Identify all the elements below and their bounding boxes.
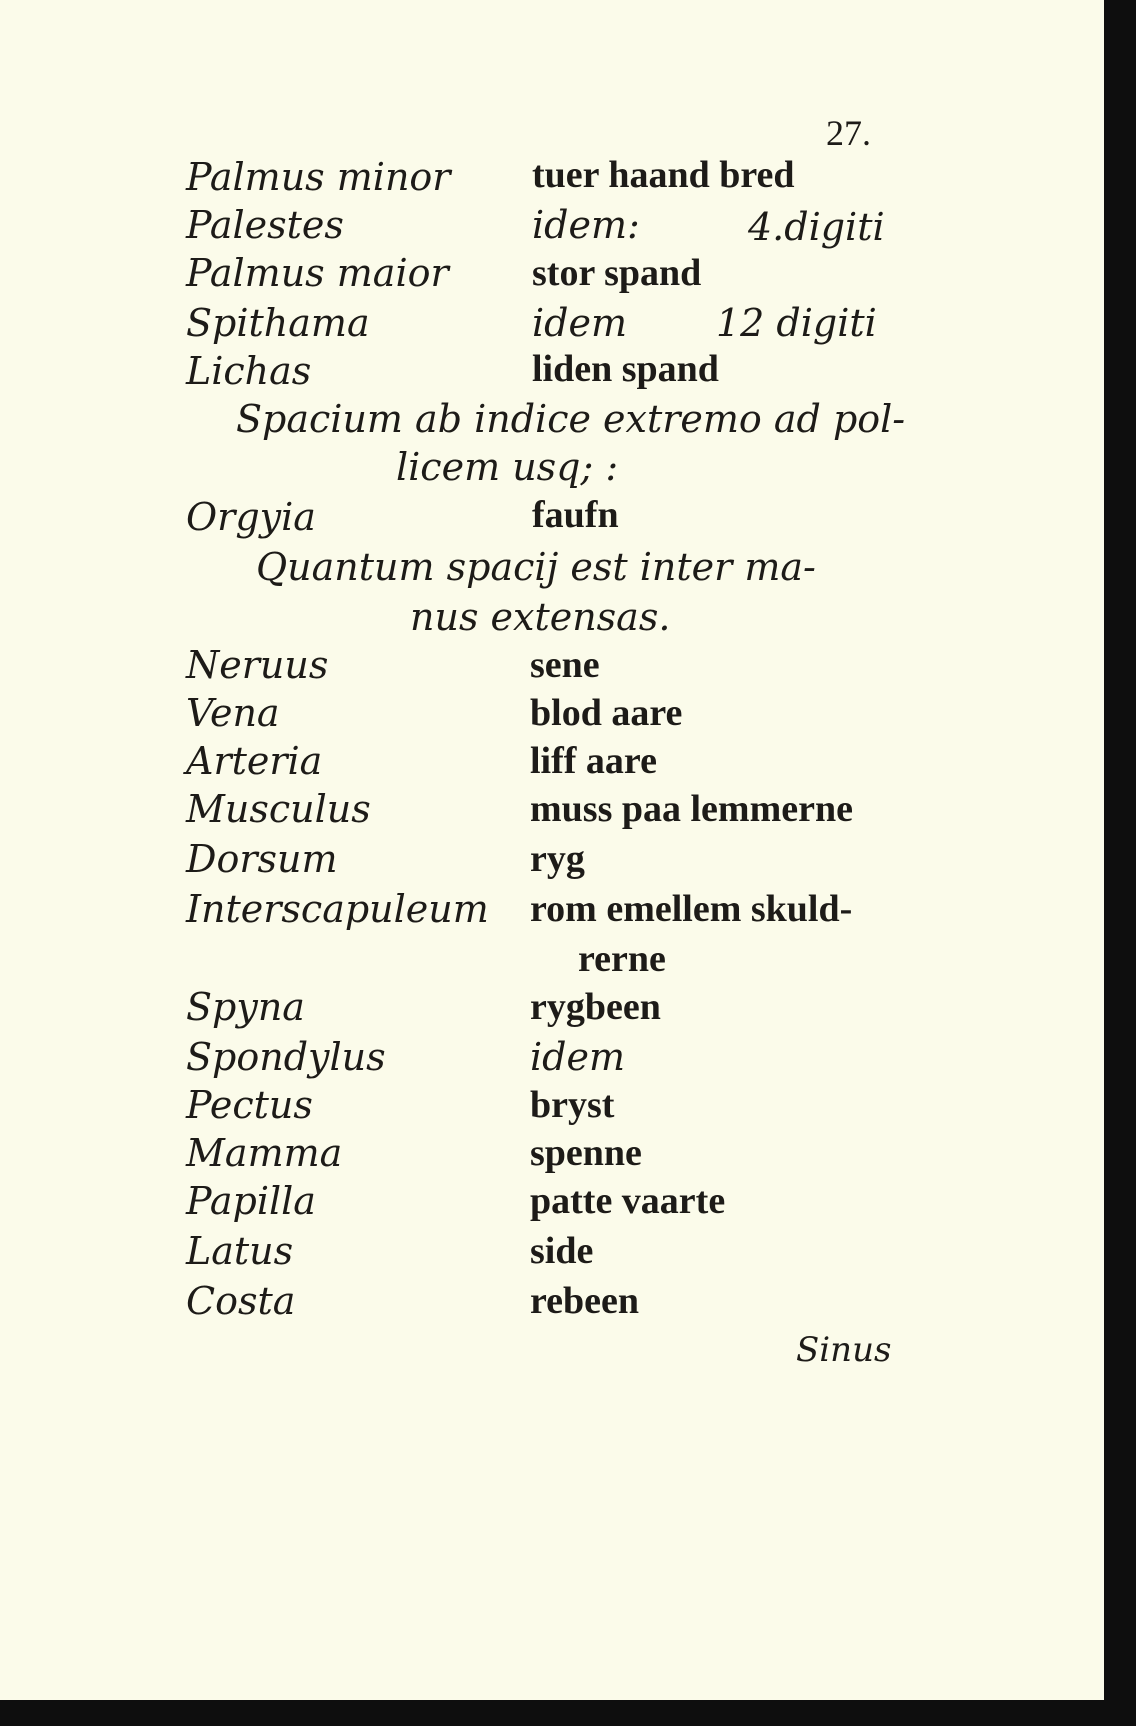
latin-term: Musculus: [186, 787, 371, 831]
vernacular-term: tuer haand bred: [532, 154, 795, 196]
latin-term: Dorsum: [186, 837, 338, 881]
vernacular-term: bryst: [530, 1084, 615, 1126]
latin-term: Palmus minor: [186, 155, 451, 199]
vernacular-term: rebeen: [530, 1280, 640, 1322]
vernacular-term: blod aare: [530, 692, 683, 734]
latin-term: Lichas: [186, 349, 312, 393]
latin-term: Palestes: [186, 203, 344, 247]
vernacular-term: liden spand: [532, 348, 719, 390]
vernacular-term: stor spand: [532, 252, 702, 294]
latin-term: Spithama: [186, 301, 370, 345]
page-number: 27.: [826, 113, 871, 153]
vernacular-term: spenne: [530, 1132, 642, 1174]
vernacular-term: side: [530, 1230, 594, 1272]
vernacular-term: muss paa lemmerne: [530, 788, 853, 830]
latin-term: Orgyia: [186, 495, 316, 539]
scan-border-bottom: [0, 1700, 1136, 1726]
vernacular-term: sene: [530, 644, 600, 686]
vernacular-term: liff aare: [530, 740, 657, 782]
vernacular-term: patte vaarte: [530, 1180, 726, 1222]
latin-term: Spyna: [186, 985, 305, 1029]
vernacular-term: faufn: [532, 494, 619, 536]
latin-term: Arteria: [186, 739, 323, 783]
latin-term: Palmus maior: [186, 251, 449, 295]
latin-term: Mamma: [186, 1131, 343, 1175]
scan-border-right: [1104, 0, 1136, 1726]
latin-term: Spondylus: [186, 1035, 386, 1079]
latin-term: Latus: [186, 1229, 294, 1273]
vernacular-term: rygbeen: [530, 986, 661, 1028]
gloss-line: Quantum spacij est inter ma-: [256, 545, 816, 589]
note: 4.digiti: [748, 205, 885, 249]
gloss-line: nus extensas.: [410, 595, 671, 639]
gloss-line: Spacium ab indice extremo ad pol-: [236, 397, 906, 441]
latin-term: Interscapuleum: [186, 887, 489, 931]
latin-term: Neruus: [186, 643, 329, 687]
latin-term: Papilla: [186, 1179, 316, 1223]
note: 12 digiti: [716, 301, 877, 345]
vernacular-term: ryg: [530, 838, 585, 880]
latin-term: Pectus: [186, 1083, 313, 1127]
catchword: Sinus: [796, 1330, 892, 1370]
gloss-line: licem usq; :: [396, 445, 619, 489]
vernacular-term: idem:: [532, 203, 640, 247]
vernacular-continuation: rerne: [578, 938, 666, 980]
vernacular-term: idem: [530, 1035, 625, 1079]
vernacular-term: idem: [532, 301, 627, 345]
vernacular-term: rom emellem skuld-: [530, 888, 853, 930]
latin-term: Costa: [186, 1279, 296, 1323]
latin-term: Vena: [186, 691, 280, 735]
